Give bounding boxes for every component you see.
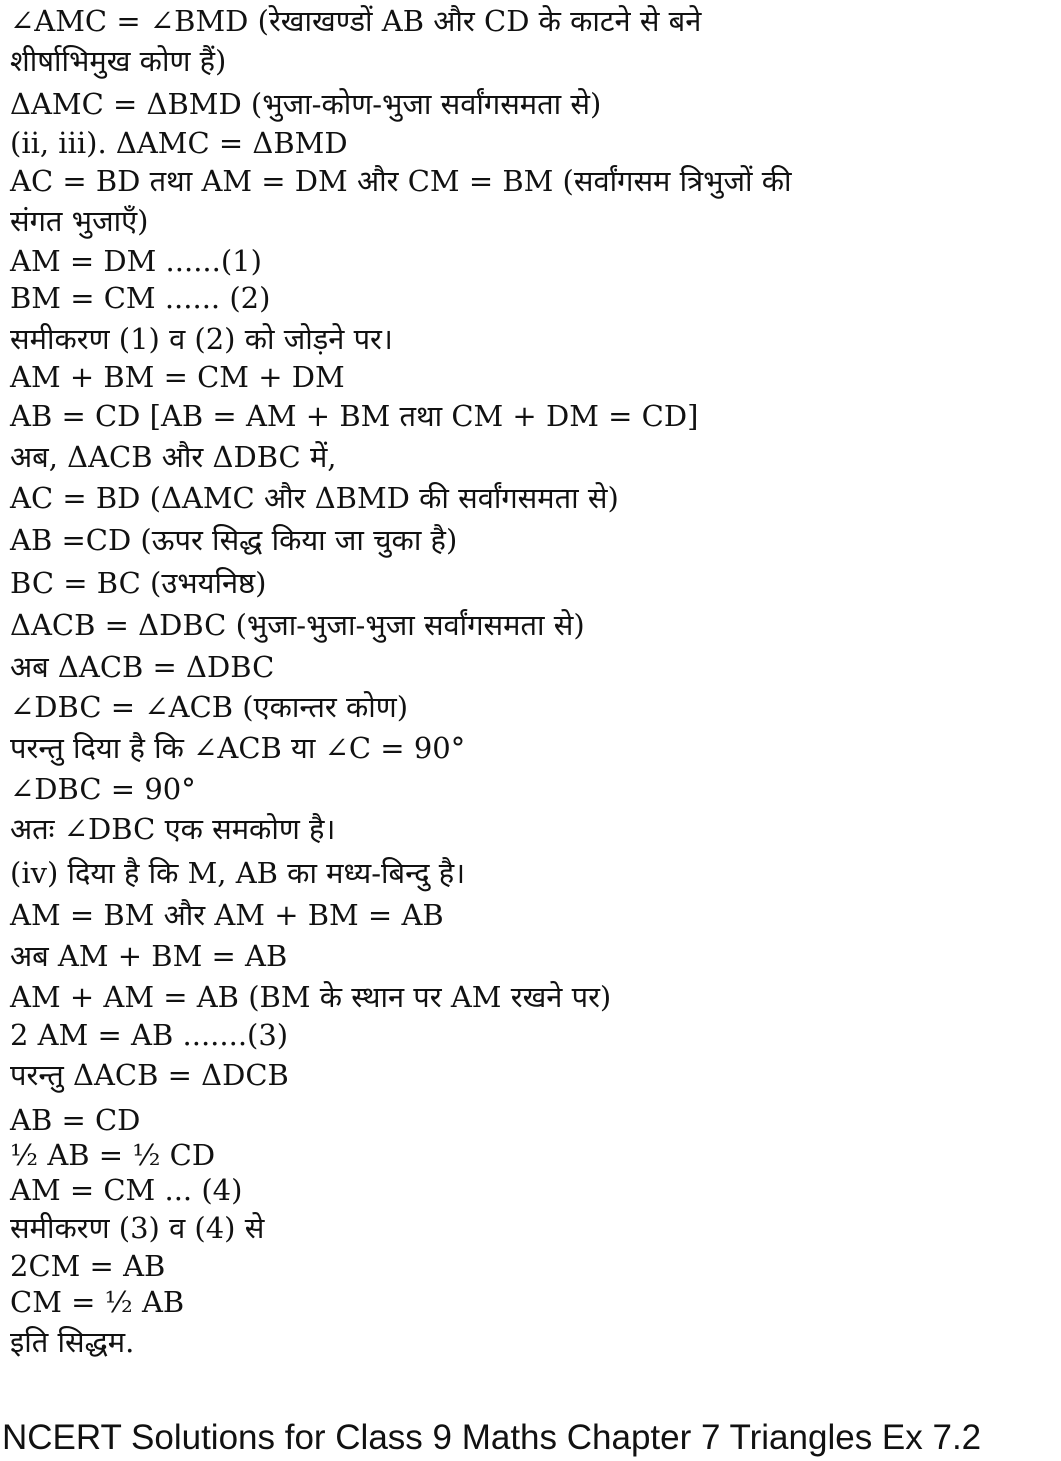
solution-line: AB = CD <box>10 1103 141 1137</box>
solution-line: परन्तु दिया है कि ∠ACB या ∠C = 90° <box>10 731 466 765</box>
solution-line: परन्तु ΔACB = ΔDCB <box>10 1058 289 1092</box>
page-caption: NCERT Solutions for Class 9 Maths Chapter 7 Triangles Ex 7.2 <box>2 1418 982 1457</box>
solution-line: अब AM + BM = AB <box>10 939 288 973</box>
solution-line: ΔACB = ΔDBC (भुजा-भुजा-भुजा सर्वांगसमता से) <box>10 608 585 642</box>
solution-line: अतः ∠DBC एक समकोण है। <box>10 812 336 846</box>
solution-line: AM + AM = AB (BM के स्थान पर AM रखने पर) <box>10 980 612 1014</box>
solution-line: AM = DM ......(1) <box>10 244 262 278</box>
solution-line: ΔAMC = ΔBMD (भुजा-कोण-भुजा सर्वांगसमता से) <box>10 87 602 121</box>
solution-line: संगत भुजाएँ) <box>10 204 149 238</box>
solution-line: समीकरण (3) व (4) से <box>10 1211 265 1245</box>
solution-line: शीर्षाभिमुख कोण हैं) <box>10 44 227 78</box>
solution-line: ½ AB = ½ CD <box>10 1138 216 1172</box>
solution-line: CM = ½ AB <box>10 1285 185 1319</box>
solution-line: AC = BD (ΔAMC और ΔBMD की सर्वांगसमता से) <box>10 481 619 515</box>
solution-line: अब, ΔACB और ΔDBC में, <box>10 440 337 474</box>
solution-line: अब ΔACB = ΔDBC <box>10 650 275 684</box>
solution-line: AC = BD तथा AM = DM और CM = BM (सर्वांगसम त्रिभुजों की <box>10 164 792 198</box>
solution-line: (iv) दिया है कि M, AB का मध्य-बिन्दु है। <box>10 856 466 890</box>
solution-line: AM = CM ... (4) <box>10 1173 243 1207</box>
solution-line: ∠DBC = ∠ACB (एकान्तर कोण) <box>10 690 409 724</box>
solution-line: BC = BC (उभयनिष्ठ) <box>10 566 267 600</box>
solution-line: 2 AM = AB .......(3) <box>10 1018 289 1052</box>
solution-line: AB =CD (ऊपर सिद्ध किया जा चुका है) <box>10 523 458 557</box>
solution-line: AB = CD [AB = AM + BM तथा CM + DM = CD] <box>10 399 699 433</box>
solution-line: BM = CM ...... (2) <box>10 281 271 315</box>
solution-line: AM + BM = CM + DM <box>10 360 345 394</box>
solution-line: ∠AMC = ∠BMD (रेखाखण्डों AB और CD के काटने से बने <box>10 4 702 38</box>
solution-line: इति सिद्धम. <box>10 1325 135 1359</box>
solution-line: समीकरण (1) व (2) को जोड़ने पर। <box>10 322 393 356</box>
solution-line: 2CM = AB <box>10 1249 166 1283</box>
solution-line: AM = BM और AM + BM = AB <box>10 898 444 932</box>
solution-line: ∠DBC = 90° <box>10 772 196 806</box>
solution-line: (ii, iii). ΔAMC = ΔBMD <box>10 126 348 160</box>
